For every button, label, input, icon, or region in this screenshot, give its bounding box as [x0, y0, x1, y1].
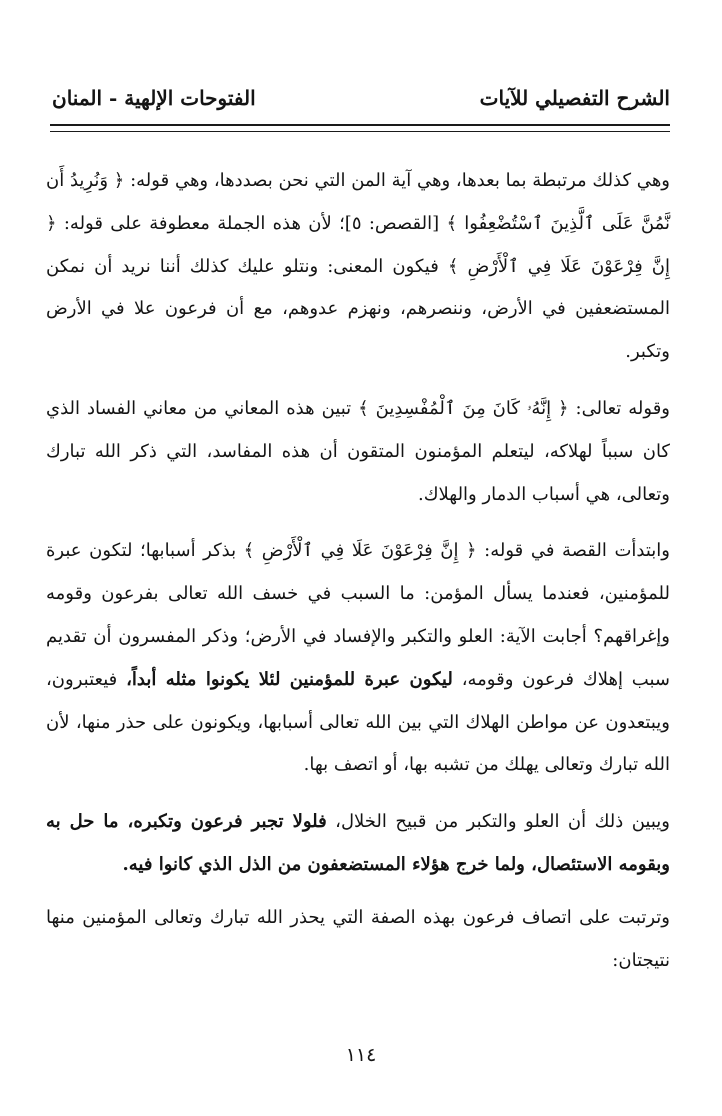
section-title: الفتوحات الإلهية - المنان [52, 86, 256, 110]
paragraph-5: وترتبت على اتصاف فرعون بهذه الصفة التي يحذر الله تبارك وتعالى المؤمنين منها نتيجتان: [46, 906, 670, 971]
body-text [46, 160, 670, 982]
paragraph-3-bold-text: ليكون عبرة للمؤمنين لئلا يكونوا مثله أبداً، [126, 668, 453, 690]
paragraph-spacer [46, 374, 670, 388]
paragraph-3 [46, 530, 670, 787]
page-number: ١١٤ [345, 1044, 377, 1066]
paragraph-4 [46, 801, 670, 887]
paragraph-spacer [46, 516, 670, 530]
paragraph-3-text-start: وابتدأت القصة في قوله: ﴿ إِنَّ فِرْعَوْنَ عَلَا فِي ٱلْأَرْضِ ﴾ بذكر أسبابها؛ لتكون عبرة للمؤمنين، فعندما يسأل المؤمن: ما السبب في خسف الله تعالى بفرعون وقومه وإغراقهم؟ أجابت الآية: العلو والتكبر والإفساد في الأرض؛ وذكر المفسرون أن تقديم سبب إهلاك فرعون وقومه، [46, 540, 670, 690]
paragraph-1: وهي كذلك مرتبطة بما بعدها، وهي آية المن التي نحن بصددها، وهي قوله: ﴿ وَنُرِيدُ أَن نَّمُنَّ عَلَى ٱلَّذِينَ ٱسْتُضْعِفُوا ﴾ [القصص: ٥]؛ لأن هذه الجملة معطوفة على قوله: ﴿ إِنَّ فِرْعَوْنَ عَلَا فِي ٱلْأَرْضِ ﴾ فيكون المعنى: ونتلو عليك كذلك أننا نريد أن نمكن المستضعفين في الأرض، وننصرهم، ونهزم عدوهم، مع أن فرعون علا في الأرض وتكبر. [46, 170, 670, 363]
paragraph-2: وقوله تعالى: ﴿ إِنَّهُۥ كَانَ مِنَ ٱلْمُفْسِدِينَ ﴾ تبين هذه المعاني من معاني الفساد الذي كان سبباً لهلاكه، ليتعلم المؤمنون المتقون أن هذه المفاسد، التي ذكر الله تبارك وتعالى، هي أسباب الدمار والهلاك. [46, 397, 670, 505]
paragraph-3-text-end: فيعتبرون، ويبتعدون عن مواطن الهلاك التي بين الله تعالى أسبابها، ويكونون على حذر منها، لأن الله تبارك وتعالى يهلك من تشبه بها، أو اتصف بها. [46, 668, 670, 776]
header-divider [50, 124, 670, 132]
paragraph-spacer [46, 787, 670, 801]
paragraph-4-text-start: ويبين ذلك أن العلو والتكبر من قبيح الخلال، [335, 811, 670, 833]
paragraph-spacer [46, 887, 670, 897]
book-title: الشرح التفصيلي للآيات [479, 86, 670, 110]
paragraph-4-bold-text: فلولا تجبر فرعون وتكبره، ما حل به وبقومه الاستئصال، ولما خرج هؤلاء المستضعفون من الذل الذي كانوا فيه. [46, 811, 670, 875]
running-header [52, 82, 670, 122]
